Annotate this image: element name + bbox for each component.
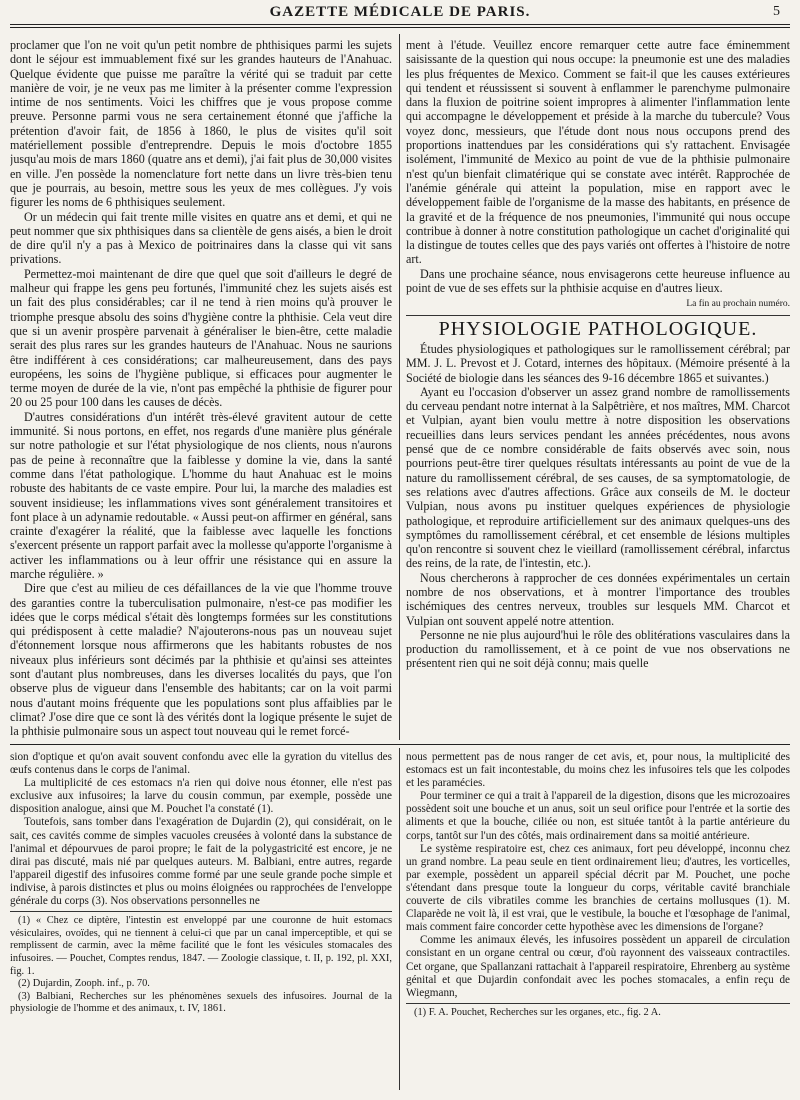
paragraph: La multiplicité de ces estomacs n'a rien qui doive nous étonner, elle n'est pas exclusive aux infusoires; la larve du cousin commun, par exemple, possède une disposition analogue, ainsi que M. Pouchet l'a constaté (1).: [10, 777, 392, 816]
page-number: 5: [773, 4, 780, 19]
section-title: PHYSIOLOGIE PATHOLOGIQUE.: [438, 317, 758, 340]
paragraph: Dire que c'est au milieu de ces défaillances de la vie que l'homme trouve des garanties contre la tuberculisation pulmonaire, n'est-ce pas modifier les idées que le corps médical s'était dès longtemps formées sur les constitutions qui prédisposent à cette maladie? N'ajouterons-nous pas un nouveau sujet d'étonnement lorsque nous affirmerons que les habitants robustes de nos niveaux plus inférieurs sont décimés par la phthisie et qu'ainsi ses atteintes sont d'autant plus nombreuses, dans les diverses localités du pays, que l'on observe plus de vigueur dans l'ensemble des habitants; car on la voit parmi nous d'autant moins fréquente que les populations sont plus affaiblies par le climat? J'ose dire que ce sont là des vérités dont la logique présente le sujet de la phthisie pulmonaire sous un aspect tout nouveau qui le remet forcé-: [10, 581, 392, 738]
upper-left-column: [10, 38, 392, 738]
paragraph: ment à l'étude. Veuillez encore remarquer cette autre face éminemment saisissante de la question qui nous occupe: la pneumonie est une des maladies les plus fréquentes de Mexico. Comment se fait-il que les causes extérieures qui tendent et réussissent si souvent à enflammer le parenchyme pulmonaire dans la fluxion de poitrine soient impropres à alimenter l'inflammation lente qui accompagne le développement et préside à la marche du tubercule? Vous voyez donc, messieurs, que l'étude dont nous nous occupons prend des proportions inattendues par les considérations qui s'y rattachent. Envisagée isolément, l'immunité de Mexico au point de vue de la phthisie pulmonaire n'est qu'un bienfait climatérique qui se constate avec intérêt. Rapprochée de l'anémie générale qui atteint la population, mise en rapport avec le développement faible de l'organisme de la masse des habitants, en présence de la gravité et de la fréquence de nos pneumonies, l'immunité qui nous occupe contribue à donner à notre constitution pathologique un cachet d'originalité qui la distingue de toutes celles que des pays variés ont offertes à l'histoire de notre art.: [406, 38, 790, 267]
column-divider: [399, 34, 400, 740]
footnote: (2) Dujardin, Zooph. inf., p. 70.: [18, 978, 150, 990]
header-rule: [10, 24, 790, 25]
paragraph: Dans une prochaine séance, nous envisagerons cette heureuse influence au point de vue de ses effets sur la phthisie acquise en d'autres lieux.: [406, 266, 790, 296]
footnote-rule: [10, 911, 392, 912]
paragraph: sion d'optique et qu'on avait souvent confondu avec elle la gyration du vitellus des œufs contenus dans le corps de l'animal.: [10, 751, 392, 777]
upper-right-column: [406, 38, 790, 738]
section-divider: [10, 744, 790, 745]
paragraph: Comme les animaux élevés, les infusoires possèdent un appareil de circulation consistant en un organe central ou cœur, d'où rayonnent des vaisseaux contractiles. Cet organe, que Spallanzani rattachait à l'appareil respiratoire, Ehrenberg au système génital et que Dujardin confondait avec les poches stomacales, a enfin reçu de Wiegmann,: [406, 934, 790, 999]
page-header: [0, 0, 800, 22]
column-divider: [399, 748, 400, 1090]
footnote-rule: [406, 1003, 790, 1004]
header-rule-double: [10, 27, 790, 28]
paragraph: Personne ne nie plus aujourd'hui le rôle des oblitérations vasculaires dans la production du ramollissement, et à ce point de vue nos observations ne présentent rien qui ne soit déjà connu; mais quelle: [406, 627, 790, 671]
footnote: (1) F. A. Pouchet, Recherches sur les organes, etc., fig. 2 A.: [414, 1006, 661, 1018]
paragraph: nous permettent pas de nous ranger de cet avis, et, pour nous, la multiplicité des estomacs est un fait incontestable, du moins chez les infusoires tels que les colpodes et les paramécies.: [406, 751, 790, 790]
journal-title: GAZETTE MÉDICALE DE PARIS.: [269, 4, 531, 20]
paragraph: Or un médecin qui fait trente mille visites en quatre ans et demi, et qui ne peut nommer que six phthisiques dans sa clientèle de gens aisés, a bien le droit de dire qu'il n'y a pas à Mexico de poitrinaires dans la classe qui vit sans privations.: [10, 209, 392, 267]
footnote: (3) Balbiani, Recherches sur les phénomènes sexuels des infusoires. Journal de la physiologie de l'homme et des animaux, t. IV, 1861.: [10, 990, 392, 1015]
paragraph: Toutefois, sans tomber dans l'exagération de Dujardin (2), qui considérait, on le sait, ces cavités comme de simples vacuoles creusées à volonté dans la substance de l'animal et dépourvues de paroi propre; le fait de la polygastricité est encore, je ne dirai pas discuté, mais nié par quelques auteurs. M. Balbiani, entre autres, regarde l'appareil digestif des infusoires comme formé par une seule grande poche simple et indivise, à parois distinctes et plus ou moins éloignées ou rapprochées de l'enveloppe générale du corps (3). Nos observations personnelles ne: [10, 816, 392, 908]
section-rule: [406, 315, 790, 316]
footnote: (1) « Chez ce diptère, l'intestin est enveloppé par une couronne de huit estomacs vésiculaires, ovoïdes, qui ne tiennent à celui-ci que par un canal imperceptible, et qui se remplissent de carmin, avec la même facilité que le font les vésicules stomacales des infusoires. — Pouchet, Comptes rendus, 1847. — Zoologie classique, t. II, p. 192, pl. XXI, fig. 1.: [10, 915, 392, 977]
paragraph: Le système respiratoire est, chez ces animaux, fort peu développé, inconnu chez un grand nombre. La peau seule en tient ordinairement lieu; d'autres, les vorticelles, par exemple, possèdent un appareil spécial décrit par M. Pouchet, une poche s'étendant dans presque toute la longueur du corps, véritable cavité branchiale couverte de cils vibratiles comme les branchies de certains mollusques (1). M. Claparède ne voit là, il est vrai, que le vestibule, la bouche et l'œsophage de l'animal, mais comment faire concorder cette hypothèse avec les dimensions de l'organe?: [406, 842, 790, 934]
section-lead: Études physiologiques et pathologiques sur le ramollissement cérébral; par MM. J. L. Prevost et J. Cotard, internes des hôpitaux. (Mémoire présenté à la Société de biologie dans les séances des 9-16 décembre 1865 et suivantes.): [406, 341, 790, 385]
paragraph: Permettez-moi maintenant de dire que quel que soit d'ailleurs le degré de malheur qui frappe les gens peu fortunés, l'immunité chez les sujets aisés est un fait des plus considérables; car il ne tend à rien moins qu'à prouver le triomphe presque absolu des soins d'hygiène contre la phthisie. Cela veut dire que si un avenir prospère parvenait à généraliser le bien-être, cette maladie serait des plus rares sur les grandes hauteurs de l'Anahuac. Nous ne saurions être indifférent à ces considérations; car malheureusement, dans des pays européens, les soins de l'hygiène publique, si efficaces pour augmenter le terme moyen de durée de la vie, n'ont pas empêché la phthisie de figurer pour 20 ou 25 pour 100 dans les causes de décès.: [10, 266, 392, 410]
paragraph: Nous chercherons à rapprocher de ces données expérimentales un certain nombre de nos observations, et à montrer l'importance des troubles ischémiques des centres nerveux, troubles sur lesquels MM. Charcot et Vulpian ont souvent appelé notre attention.: [406, 570, 790, 628]
footnotes: [10, 915, 392, 1016]
paragraph: Ayant eu l'occasion d'observer un assez grand nombre de ramollissements du cerveau pendant notre internat à la Salpêtrière, et nos maîtres, MM. Charcot et Vulpian, ayant bien voulu mettre à notre disposition les observations recueillies dans leurs services pendant les années précédentes, nous avons pensé que de ce nombre considérable de faits observés avec soin, nous pourrions peut-être tirer quelques résultats intéressants au point de vue de la nature du ramollissement cérébral, de ses causes, de sa symptomatologie, de ses relations avec d'autres affections. Grâce aux conseils de M. le docteur Vulpian, nous avons pu instituer quelques expériences de physiologie pathologique, et reproduire artificiellement sur des animaux quelques-uns des symptômes du ramollissement cérébral, et cet ensemble de lésions multiples qu'on rencontre si souvent chez le vieillard (ramollissement cérébral, infarctus des reins, de la rate, de l'intestin, etc.).: [406, 384, 790, 571]
paragraph: Pour terminer ce qui a trait à l'appareil de la digestion, disons que les microzoaires possèdent soit une bouche et un anus, soit un seul orifice pour l'entrée et la sortie des aliments et que la bouche, ciliée ou non, est située tantôt à la partie antérieure du corps, tantôt sur l'un des côtés, mais ordinairement dans sa moitié antérieure.: [406, 790, 790, 842]
paragraph: D'autres considérations d'un intérêt très-élevé gravitent autour de cette immunité. Si nous portons, en effet, nos regards d'une manière plus générale sur notre pathologie et sur l'état physiologique de nos clients, nous n'aurons pas de peine à reconnaître que la faiblesse y domine la vie, dans la santé comme dans l'état pathologique. L'homme du haut Anahuac est le moins robuste des habitants de ce vaste empire. Pour lui, la marche des maladies est souvent insidieuse; les inflammations vives sont généralement transitoires et font place à un adynamie redoutable. « Aussi peut-on affirmer en général, sans crainte d'exagérer la réalité, que la faiblesse avec laquelle les fonctions s'exercent présente un rapport parfait avec la mollesse qu'apporte l'organisme à activer les inflammations ou à leur offrir une résistance qui en assure la marche régulière. »: [10, 409, 392, 581]
paragraph: proclamer que l'on ne voit qu'un petit nombre de phthisiques parmi les sujets dont le séjour est immuablement fixé sur les grandes hauteurs de l'Anahuac. Quelque évidente que puisse me paraître la vérité qui se traduit par cette manière de voir, je ne veux pas me limiter à la présenter comme l'expression intime de nos sentiments. Voici les chiffres que je vous propose comme preuve. Personne parmi vous ne sera certainement étonné que j'affiche la prétention d'avoir fait, de 1856 à 1860, le plus de visites qu'il soit matériellement possible d'entreprendre. Depuis le mois d'octobre 1855 jusqu'au mois de mars 1860 (quatre ans et demi), j'ai fait plus de 30,000 visites en ville. J'en possède la nomenclature fort nette dans un livre très-bien tenu que je pourrais, au besoin, mettre sous les yeux de mes collègues. J'y vois figurer les noms de 6 phthisiques seulement.: [10, 38, 392, 210]
footnotes: [406, 1007, 790, 1020]
lower-left-column: [10, 751, 392, 1088]
lower-right-column: [406, 751, 790, 1088]
continued-note: La fin au prochain numéro.: [686, 299, 790, 310]
